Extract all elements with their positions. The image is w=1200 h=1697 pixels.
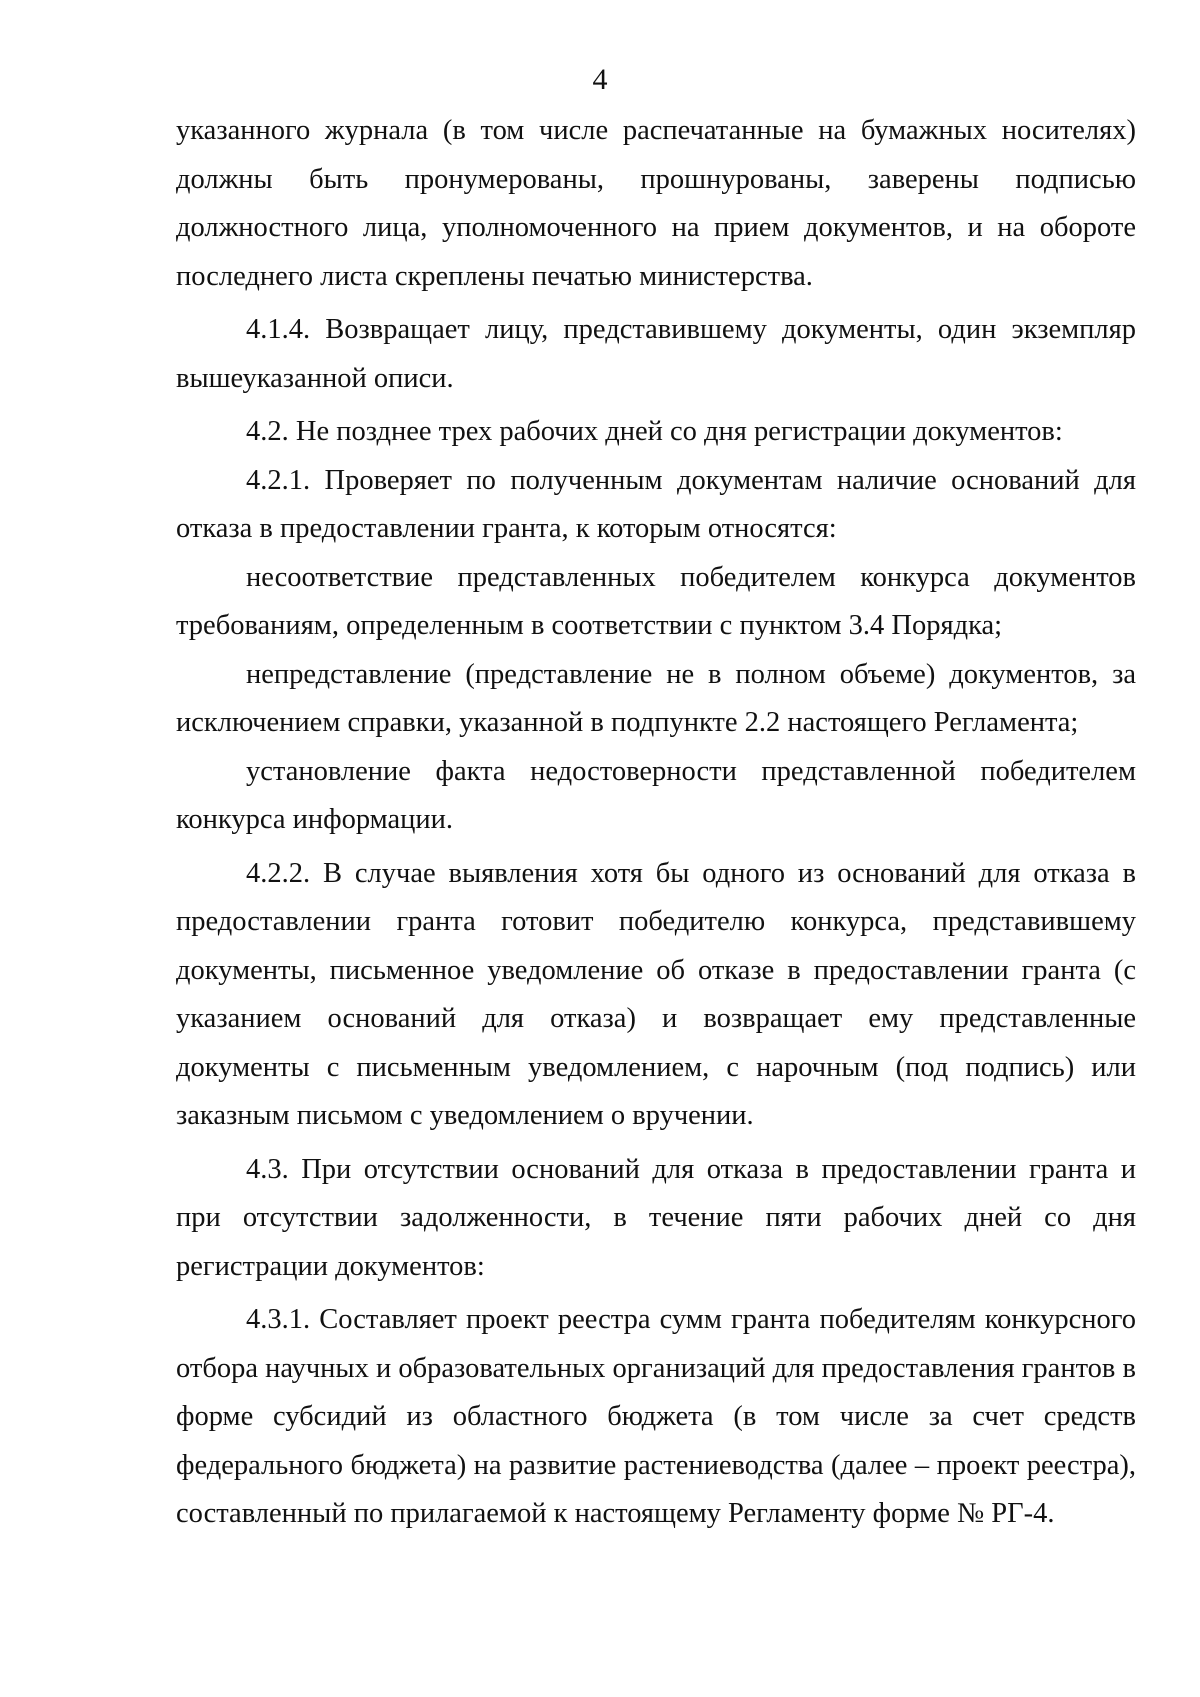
paragraph-4-1-4: 4.1.4. Возвращает лицу, представившему документы, один экземпляр вышеуказанной описи. bbox=[176, 314, 1136, 394]
paragraph-4-2-2: 4.2.2. В случае выявления хотя бы одного из оснований для отказа в предоставлении гранта готовит победителю конкурса, представившему документы, письменное уведомление об отказе в предоставлении гранта (с указанием оснований для отказа) и возвращает ему представленные документы с письменным уведомлением, с нарочным (под подпись) или заказным письмом с уведомлением о вручении. bbox=[176, 857, 1136, 1131]
page-number: 4 bbox=[592, 63, 608, 96]
paragraph-continuation: указанного журнала (в том числе распечатанные на бумажных носителях) должны быть пронумерованы, прошнурованы, заверены подписью должностного лица, уполномоченного на прием документов, и на обороте последнего листа скреплены печатью министерства. bbox=[176, 115, 1136, 292]
paragraph-4-2: 4.2. Не позднее трех рабочих дней со дня регистрации документов: bbox=[246, 416, 1063, 447]
paragraph-4-3: 4.3. При отсутствии оснований для отказа в предоставлении гранта и при отсутствии задолженности, в течение пяти рабочих дней со дня регистрации документов: bbox=[176, 1153, 1136, 1282]
paragraph-refusal-reason-3: установление факта недостоверности представленной победителем конкурса информации. bbox=[176, 755, 1136, 835]
paragraph-4-2-1: 4.2.1. Проверяет по полученным документам наличие оснований для отказа в предоставлении гранта, к которым относятся: bbox=[176, 464, 1136, 544]
paragraph-4-3-1: 4.3.1. Составляет проект реестра сумм гранта победителям конкурсного отбора научных и образовательных организаций для предоставления грантов в форме субсидий из областного бюджета (в том числе за счет средств федерального бюджета) на развитие растениеводства (далее – проект реестра), составленный по прилагаемой к настоящему Регламенту форме № РГ-4. bbox=[176, 1304, 1136, 1529]
document-body bbox=[176, 107, 1136, 1539]
paragraph-refusal-reason-2: непредставление (представление не в полном объеме) документов, за исключением справки, указанной в подпункте 2.2 настоящего Регламента; bbox=[176, 658, 1136, 738]
paragraph-refusal-reason-1: несоответствие представленных победителем конкурса документов требованиям, определенным в соответствии с пунктом 3.4 Порядка; bbox=[176, 561, 1136, 641]
